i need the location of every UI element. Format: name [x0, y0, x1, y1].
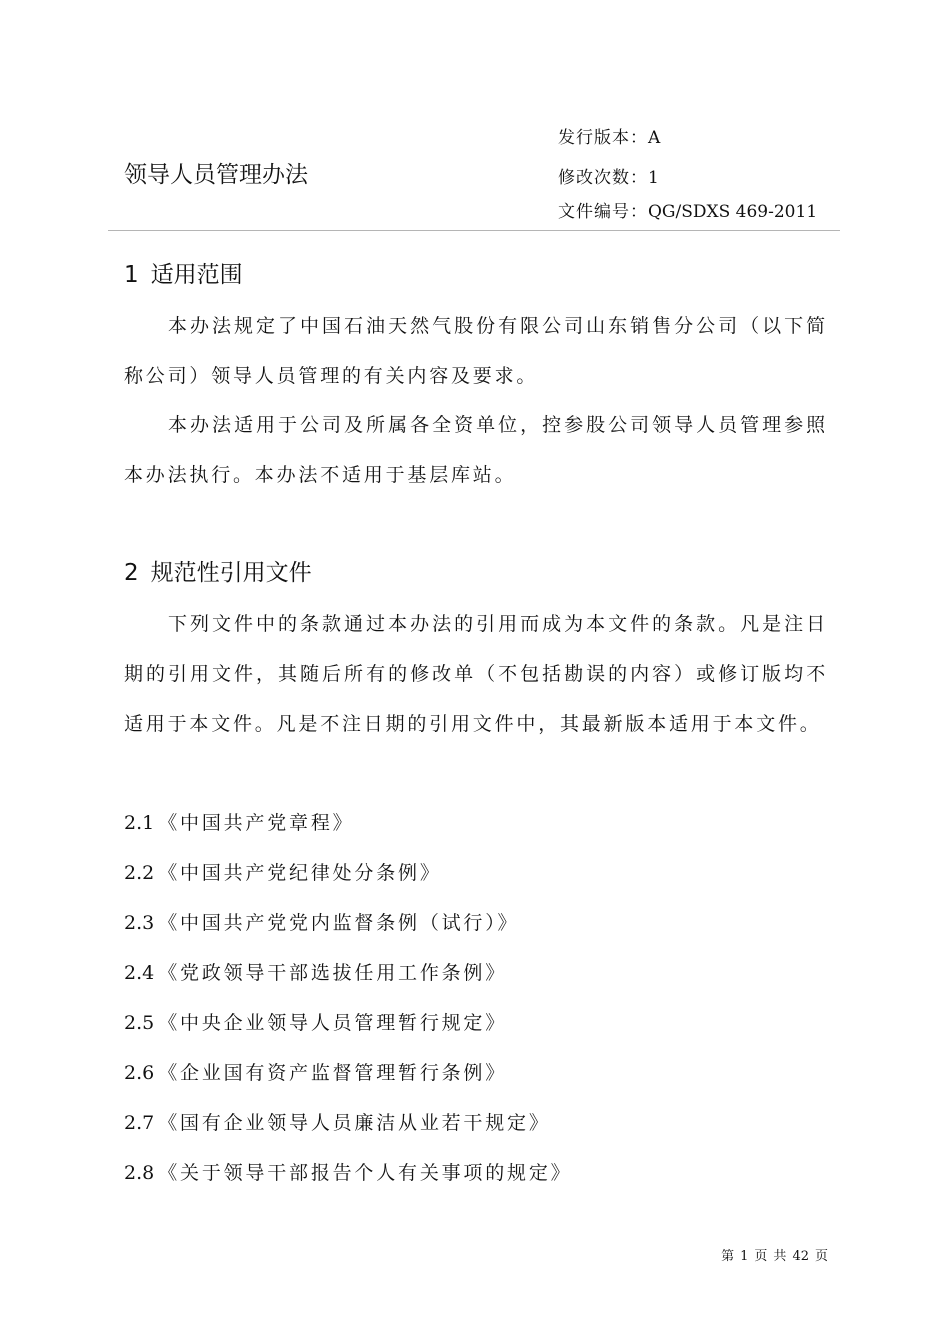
revision-line: [558, 166, 659, 190]
reference-number: 2.8: [124, 1162, 155, 1184]
section-number: 1: [124, 262, 139, 288]
document-number-label: 文件编号：: [558, 202, 648, 222]
page-footer: [715, 1248, 828, 1266]
section-number: 2: [124, 560, 139, 586]
reference-list: [124, 798, 572, 1198]
version-line: [558, 126, 660, 150]
page-number: 1: [740, 1249, 749, 1264]
header-divider: [108, 230, 840, 231]
page-unit: 页: [754, 1249, 768, 1264]
reference-item: [124, 898, 572, 948]
reference-title: 《国有企业领导人员廉洁从业若干规定》: [158, 1112, 551, 1134]
paragraph: 下列文件中的条款通过本办法的引用而成为本文件的条款。凡是注日期的引用文件，其随后所有的修改单（不包括勘误的内容）或修订版均不适用于本文件。凡是不注日期的引用文件中，其最新版本适用于本文件。: [124, 613, 828, 735]
revision-value: 1: [648, 168, 659, 188]
version-label: 发行版本：: [558, 128, 648, 148]
section-heading-normative-references: [124, 556, 312, 590]
reference-number: 2.7: [124, 1112, 155, 1134]
revision-label: 修改次数：: [558, 168, 648, 188]
section-title: 规范性引用文件: [150, 560, 312, 586]
section-title: 适用范围: [150, 262, 243, 288]
reference-number: 2.2: [124, 862, 155, 884]
reference-number: 2.4: [124, 962, 155, 984]
page-prefix: 第: [721, 1249, 735, 1264]
total-prefix: 共: [773, 1249, 787, 1264]
reference-item: [124, 848, 572, 898]
reference-item: [124, 1048, 572, 1098]
section-heading-scope: [124, 258, 243, 292]
reference-item: [124, 1098, 572, 1148]
reference-title: 《中央企业领导人员管理暂行规定》: [158, 1012, 508, 1034]
reference-item: [124, 1148, 572, 1198]
reference-number: 2.6: [124, 1062, 155, 1084]
document-title: 领导人员管理办法: [124, 162, 308, 188]
reference-number: 2.3: [124, 912, 155, 934]
reference-title: 《企业国有资产监督管理暂行条例》: [158, 1062, 508, 1084]
reference-item: [124, 798, 572, 848]
version-value: A: [648, 128, 661, 148]
reference-item: [124, 998, 572, 1048]
document-number-line: [558, 200, 817, 224]
paragraph: 本办法适用于公司及所属各全资单位，控参股公司领导人员管理参照本办法执行。本办法不适用于基层库站。: [124, 414, 828, 486]
reference-title: 《党政领导干部选拔任用工作条例》: [158, 962, 508, 984]
total-pages: 42: [792, 1249, 809, 1264]
paragraph: 本办法规定了中国石油天然气股份有限公司山东销售分公司（以下简称公司）领导人员管理的有关内容及要求。: [124, 315, 828, 387]
reference-title: 《中国共产党章程》: [158, 812, 355, 834]
document-number-value: QG/SDXS 469-2011: [648, 202, 818, 222]
reference-number: 2.1: [124, 812, 155, 834]
reference-number: 2.5: [124, 1012, 155, 1034]
reference-title: 《中国共产党党内监督条例（试行）》: [158, 912, 520, 934]
reference-title: 《中国共产党纪律处分条例》: [158, 862, 442, 884]
reference-title: 《关于领导干部报告个人有关事项的规定》: [158, 1162, 573, 1184]
total-unit: 页: [814, 1249, 828, 1264]
reference-item: [124, 948, 572, 998]
